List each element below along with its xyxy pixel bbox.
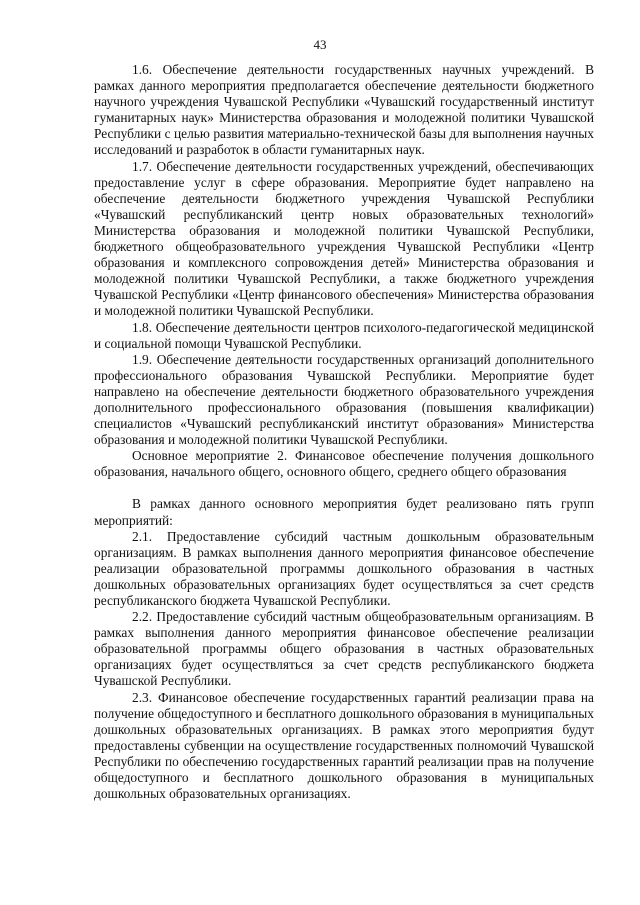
paragraph-2-1: 2.1. Предоставление субсидий частным дошкольным образовательным организациям. В рамках выполнения данного мероприятия финансовое обеспечение реализации образовательной программы дошкольного образования в частных дошкольных образовательных организациях будет осуществляться за счет средств республиканского бюджета Чувашской Республики. (94, 528, 594, 608)
paragraph-activity-groups-intro: В рамках данного основного мероприятия будет реализовано пять групп мероприятий: (94, 496, 594, 528)
paragraph-main-activity-2: Основное мероприятие 2. Финансовое обеспечение получения дошкольного образования, начального общего, основного общего, среднего общего образования (94, 448, 594, 480)
paragraph-1-9: 1.9. Обеспечение деятельности государственных организаций дополнительного профессионального образования Чувашской Республики. Мероприятие будет направлено на обеспечение деятельности бюджетного образовательного учреждения дополнительного профессионального образования (повышения квалификации) специалистов «Чувашский республиканский институт образования» Министерства образования и молодежной политики Чувашской Республики. (94, 351, 594, 448)
paragraph-2-3: 2.3. Финансовое обеспечение государственных гарантий реализации права на получение общедоступного и бесплатного дошкольного образования в муниципальных дошкольных образовательных организациях. В рамках этого мероприятия будут предоставлены субвенции на осуществление государственных полномочий Чувашской Республики по обеспечению государственных гарантий реализации прав на получение общедоступного и бесплатного дошкольного образования в муниципальных дошкольных образовательных организациях. (94, 689, 594, 802)
paragraph-1-7: 1.7. Обеспечение деятельности государственных учреждений, обеспечивающих предоставление услуг в сфере образования. Мероприятие будет направлено на обеспечение деятельности бюджетного учреждения Чувашской Республики «Чувашский республиканский центр новых образовательных технологий» Министерства образования и молодежной политики Чувашской Республики, бюджетного общеобразовательного учреждения Чувашской Республики «Центр образования и комплексного сопровождения детей» Министерства образования и молодежной политики Чувашской Республики, а также бюджетного учреждения Чувашской Республики «Центр финансового обеспечения» Министерства образования и молодежной политики Чувашской Республики. (94, 158, 594, 319)
document-body (94, 62, 594, 802)
paragraph-1-8: 1.8. Обеспечение деятельности центров психолого-педагогической медицинской и социальной помощи Чувашской Республики. (94, 319, 594, 351)
page-number: 43 (313, 37, 327, 52)
paragraph-1-6: 1.6. Обеспечение деятельности государственных научных учреждений. В рамках данного мероприятия предполагается обеспечение деятельности бюджетного научного учреждения Чувашской Республики «Чувашский государственный институт гуманитарных наук» Министерства образования и молодежной политики Чувашской Республики с целью развития материально-технической базы для выполнения научных исследований и разработок в области гуманитарных наук. (94, 62, 594, 158)
paragraph-2-2: 2.2. Предоставление субсидий частным общеобразовательным организациям. В рамках выполнения данного мероприятия финансовое обеспечение реализации образовательной программы общего образования в частных образовательных организациях будет осуществляться за счет средств республиканского бюджета Чувашской Республики. (94, 609, 594, 689)
